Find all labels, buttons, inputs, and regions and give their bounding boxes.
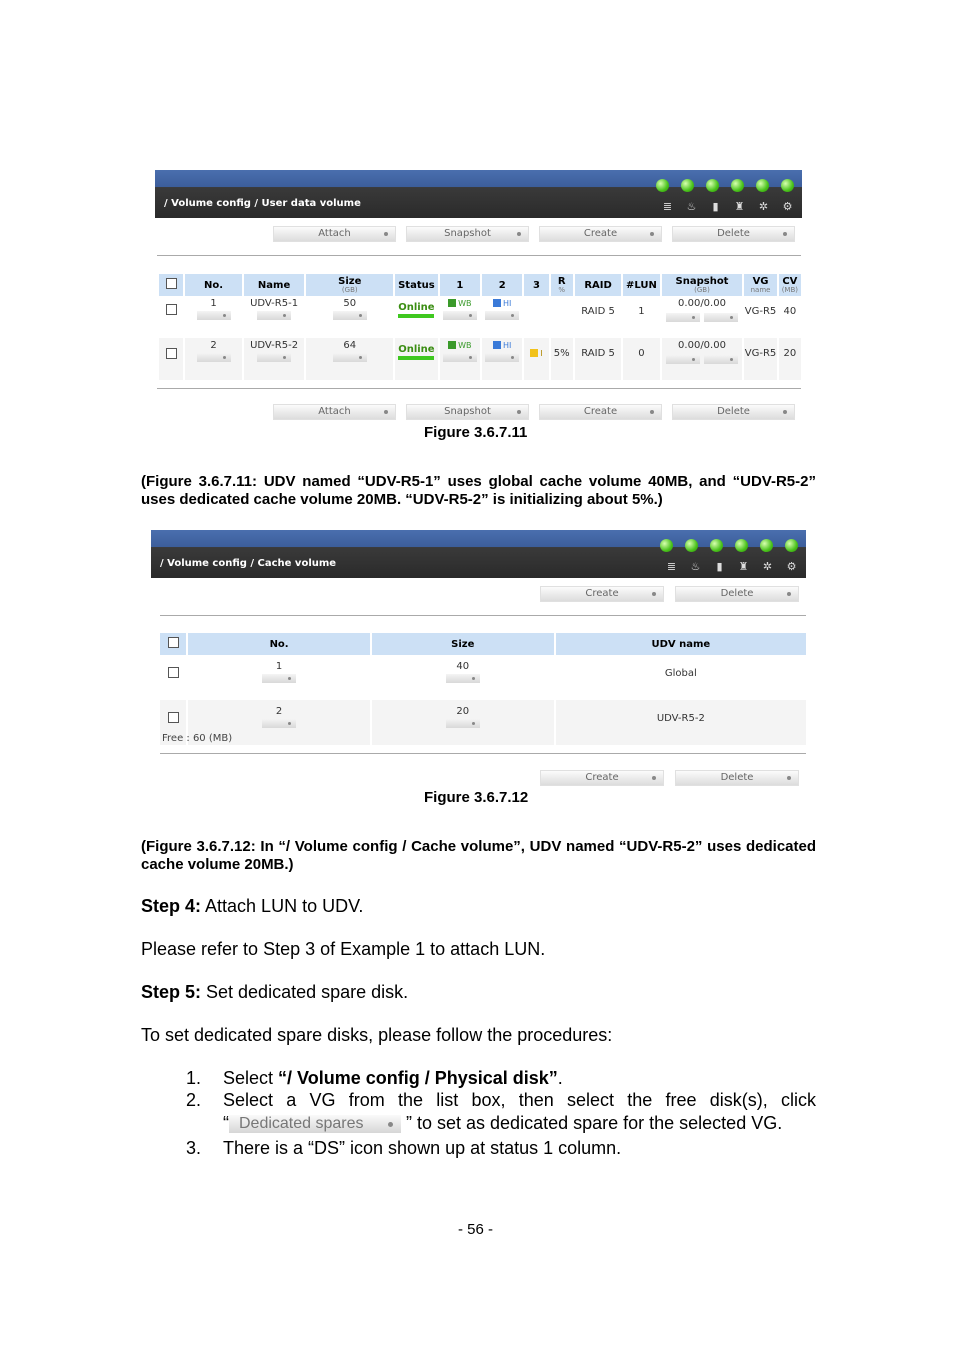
col-name: Name xyxy=(244,274,305,296)
breadcrumb: / Volume config / Cache volume xyxy=(160,558,337,569)
list-item-text: . xyxy=(557,1068,563,1088)
row-checkbox[interactable] xyxy=(159,296,183,338)
status-led-icon xyxy=(706,179,719,192)
snapshot-cell[interactable] xyxy=(662,338,743,380)
col-size-label: Size xyxy=(338,276,362,287)
snapshot-button-bottom[interactable] xyxy=(406,404,529,420)
status2-cell[interactable] xyxy=(482,296,522,338)
figure-caption: Figure 3.6.7.11 xyxy=(424,424,528,441)
no-cell[interactable] xyxy=(188,655,370,700)
col-snapshot-unit: (GB) xyxy=(694,286,710,294)
col-snapshot-label: Snapshot xyxy=(675,276,729,287)
col-cv-unit: (MB) xyxy=(781,286,798,294)
step-4 xyxy=(141,896,363,917)
dedicated-spares-label: Dedicated spares xyxy=(239,1115,364,1133)
col-lun: #LUN xyxy=(623,274,659,296)
size-cell[interactable] xyxy=(306,296,393,338)
title-bar xyxy=(151,530,806,578)
list-item-number: 2. xyxy=(186,1090,202,1110)
udv-table xyxy=(157,274,803,380)
status1-cell[interactable] xyxy=(440,296,480,338)
menu-path: “/ Volume config / Physical disk” xyxy=(278,1068,558,1088)
table-header xyxy=(160,633,806,655)
col-2: 2 xyxy=(482,274,522,296)
cv-cell: 20 xyxy=(779,338,801,380)
step-4-detail: Please refer to Step 3 of Example 1 to attach LUN. xyxy=(141,939,546,959)
step-4-text: Attach LUN to UDV. xyxy=(201,896,364,916)
breadcrumb: / Volume config / User data volume xyxy=(164,198,361,209)
list-item: There is a “DS” icon shown up at status 1 column. xyxy=(223,1138,622,1158)
status-online: Online xyxy=(398,344,435,355)
select-all-checkbox[interactable] xyxy=(159,274,183,296)
settings-icon[interactable]: ⚙ xyxy=(786,560,797,573)
col-udv-name: UDV name xyxy=(556,633,806,655)
size-cell[interactable] xyxy=(306,338,393,380)
col-no: No. xyxy=(185,274,242,296)
fan-icon[interactable]: ✲ xyxy=(762,560,773,573)
cache-volume-table xyxy=(158,633,808,745)
status3-cell xyxy=(524,338,548,380)
snapshot-cell[interactable] xyxy=(662,296,743,338)
list-item xyxy=(223,1068,563,1089)
col-cv-label: CV xyxy=(782,276,798,287)
toolbar-icons xyxy=(665,560,798,573)
attach-button-bottom[interactable] xyxy=(273,404,396,420)
col-vg-label: VG xyxy=(752,276,769,287)
divider xyxy=(160,615,806,616)
dedicated-spares-button[interactable] xyxy=(229,1115,401,1133)
fan-icon[interactable]: ✲ xyxy=(758,200,769,213)
col-snapshot xyxy=(662,274,743,296)
status-led-icon xyxy=(735,539,748,552)
attach-label: Attach xyxy=(318,406,351,417)
col-cv xyxy=(779,274,801,296)
page-number: - 56 - xyxy=(458,1221,494,1238)
status2-value: HI xyxy=(503,299,512,308)
create-label: Create xyxy=(583,406,618,417)
status-led-icon xyxy=(660,539,673,552)
col-vg xyxy=(744,274,776,296)
delete-label: Delete xyxy=(717,228,750,239)
table-row xyxy=(159,338,801,380)
r-cell: 5% xyxy=(551,338,573,380)
col-status: Status xyxy=(395,274,437,296)
col-r-label: R xyxy=(557,276,566,287)
no-value: 2 xyxy=(210,340,217,351)
size-cell[interactable] xyxy=(372,700,554,745)
create-label: Create xyxy=(583,228,618,239)
col-1: 1 xyxy=(440,274,480,296)
size-value: 50 xyxy=(343,298,357,309)
list-item-text: Select xyxy=(223,1068,279,1088)
col-raid: RAID xyxy=(575,274,621,296)
initializing-icon xyxy=(530,349,538,357)
status-leds xyxy=(656,179,794,192)
voltage-icon[interactable]: ♜ xyxy=(738,560,749,573)
delete-button[interactable] xyxy=(675,586,799,602)
no-value: 1 xyxy=(275,661,283,672)
name-value: UDV-R5-1 xyxy=(250,298,299,309)
status3-cell xyxy=(524,296,548,338)
create-label: Create xyxy=(585,588,619,599)
list-item-number: 1. xyxy=(186,1068,202,1088)
snapshot-label: Snapshot xyxy=(444,228,491,239)
table-row xyxy=(160,655,806,700)
udv-name-cell: UDV-R5-2 xyxy=(556,700,806,745)
cv-cell: 40 xyxy=(783,306,797,317)
no-value: 1 xyxy=(210,298,217,309)
status1-value: WB xyxy=(458,341,472,350)
status-led-icon xyxy=(710,539,723,552)
attach-button[interactable] xyxy=(273,226,396,242)
open-quote: “ xyxy=(223,1113,229,1133)
snapshot-label: Snapshot xyxy=(444,406,491,417)
status-leds xyxy=(660,539,798,552)
status2-value: HI xyxy=(503,341,512,350)
figure-caption: Figure 3.6.7.12 xyxy=(424,789,529,806)
name-cell[interactable] xyxy=(244,296,305,338)
create-label: Create xyxy=(585,772,619,783)
status2-cell[interactable] xyxy=(482,338,522,380)
row-checkbox[interactable] xyxy=(159,338,183,380)
vg-cell: VG-R5 xyxy=(744,338,776,380)
status-cell xyxy=(395,296,437,338)
lun-cell: 1 xyxy=(638,306,645,317)
write-back-icon xyxy=(448,299,456,307)
status-led-icon xyxy=(785,539,798,552)
disk-stack-icon[interactable]: ≣ xyxy=(666,560,677,573)
status-led-icon xyxy=(656,179,669,192)
select-all-checkbox[interactable] xyxy=(160,633,186,655)
create-button-bottom[interactable] xyxy=(540,770,664,786)
write-back-icon xyxy=(448,341,456,349)
step-5-text: Set dedicated spare disk. xyxy=(201,982,409,1002)
col-vg-unit: name xyxy=(750,286,771,294)
raid-cell: RAID 5 xyxy=(581,306,615,317)
size-value: 64 xyxy=(343,340,357,351)
col-r-unit: % xyxy=(558,286,566,294)
table-header xyxy=(159,274,801,296)
col-3: 3 xyxy=(524,274,548,296)
disk-stack-icon[interactable]: ≣ xyxy=(662,200,673,213)
table-row xyxy=(160,700,806,745)
create-button[interactable] xyxy=(540,586,664,602)
list-item: Select a VG from the list box, then select the free disk(s), click xyxy=(223,1090,816,1110)
status-online: Online xyxy=(398,302,435,313)
delete-label: Delete xyxy=(720,588,754,599)
col-r xyxy=(551,274,573,296)
voltage-icon[interactable]: ♜ xyxy=(734,200,745,213)
lun-cell: 0 xyxy=(623,338,659,380)
figure-description: (Figure 3.6.7.12: In “/ Volume config / Cache volume”, UDV named “UDV-R5-2” uses dedicated cache volume 20MB.) xyxy=(141,838,816,873)
status-led-icon xyxy=(756,179,769,192)
udv-name-cell: Global xyxy=(664,668,697,679)
snapshot-value: 0.00/0.00 xyxy=(678,340,726,351)
title-bar xyxy=(155,170,802,218)
vg-cell: VG-R5 xyxy=(744,306,777,317)
divider xyxy=(157,255,801,256)
status-led-icon xyxy=(681,179,694,192)
status-led-icon xyxy=(781,179,794,192)
size-cell[interactable] xyxy=(372,655,554,700)
list-item-number: 3. xyxy=(186,1138,202,1158)
status-led-icon xyxy=(685,539,698,552)
delete-label: Delete xyxy=(717,406,750,417)
toolbar-icons xyxy=(661,200,794,213)
row-checkbox[interactable] xyxy=(160,655,186,700)
create-button-bottom[interactable] xyxy=(539,404,662,420)
status-led-icon xyxy=(760,539,773,552)
figure-description: (Figure 3.6.7.11: UDV named “UDV-R5-1” uses global cache volume 40MB, and “UDV-R5-2” uses dedicated cache volume 20MB. “UDV-R5-2” is initializing about 5%.) xyxy=(141,473,816,508)
high-priority-icon xyxy=(493,299,501,307)
step-4-label: Step 4: xyxy=(141,896,202,916)
no-cell[interactable] xyxy=(185,296,242,338)
step-5-label: Step 5: xyxy=(141,982,202,1002)
free-space-label: Free : 60 (MB) xyxy=(162,733,233,744)
col-no: No. xyxy=(188,633,370,655)
no-cell[interactable] xyxy=(185,338,242,380)
divider xyxy=(157,388,801,389)
col-size-unit: (GB) xyxy=(341,286,358,294)
delete-button-bottom[interactable] xyxy=(672,404,795,420)
snapshot-value: 0.00/0.00 xyxy=(678,298,726,309)
status1-cell[interactable] xyxy=(440,338,480,380)
snapshot-button[interactable] xyxy=(406,226,529,242)
cache-volume-panel xyxy=(151,530,806,578)
col-size: Size xyxy=(372,633,554,655)
attach-label: Attach xyxy=(318,228,351,239)
raid-cell: RAID 5 xyxy=(575,338,621,380)
r-cell xyxy=(551,296,573,338)
high-priority-icon xyxy=(493,341,501,349)
table-row xyxy=(159,296,801,338)
status1-value: WB xyxy=(458,299,472,308)
power-supply-icon[interactable]: ▮ xyxy=(716,560,723,573)
step-5-detail: To set dedicated spare disks, please follow the procedures: xyxy=(141,1025,613,1045)
list-item-text: ” to set as dedicated spare for the selected VG. xyxy=(401,1113,783,1133)
no-value: 2 xyxy=(275,706,283,717)
list-item xyxy=(223,1113,782,1134)
size-value: 20 xyxy=(456,706,470,717)
create-button[interactable] xyxy=(539,226,662,242)
delete-label: Delete xyxy=(720,772,754,783)
name-cell[interactable] xyxy=(244,338,305,380)
settings-icon[interactable]: ⚙ xyxy=(782,200,793,213)
status-cell xyxy=(395,338,437,380)
name-value: UDV-R5-2 xyxy=(250,340,299,351)
temperature-icon[interactable]: ♨ xyxy=(686,200,697,213)
step-5 xyxy=(141,982,408,1003)
temperature-icon[interactable]: ♨ xyxy=(690,560,701,573)
delete-button[interactable] xyxy=(672,226,795,242)
size-value: 40 xyxy=(456,661,470,672)
status3-value: I xyxy=(540,349,543,358)
power-supply-icon[interactable]: ▮ xyxy=(712,200,719,213)
status-led-icon xyxy=(731,179,744,192)
divider xyxy=(160,753,806,754)
delete-button-bottom[interactable] xyxy=(675,770,799,786)
col-size xyxy=(306,274,393,296)
